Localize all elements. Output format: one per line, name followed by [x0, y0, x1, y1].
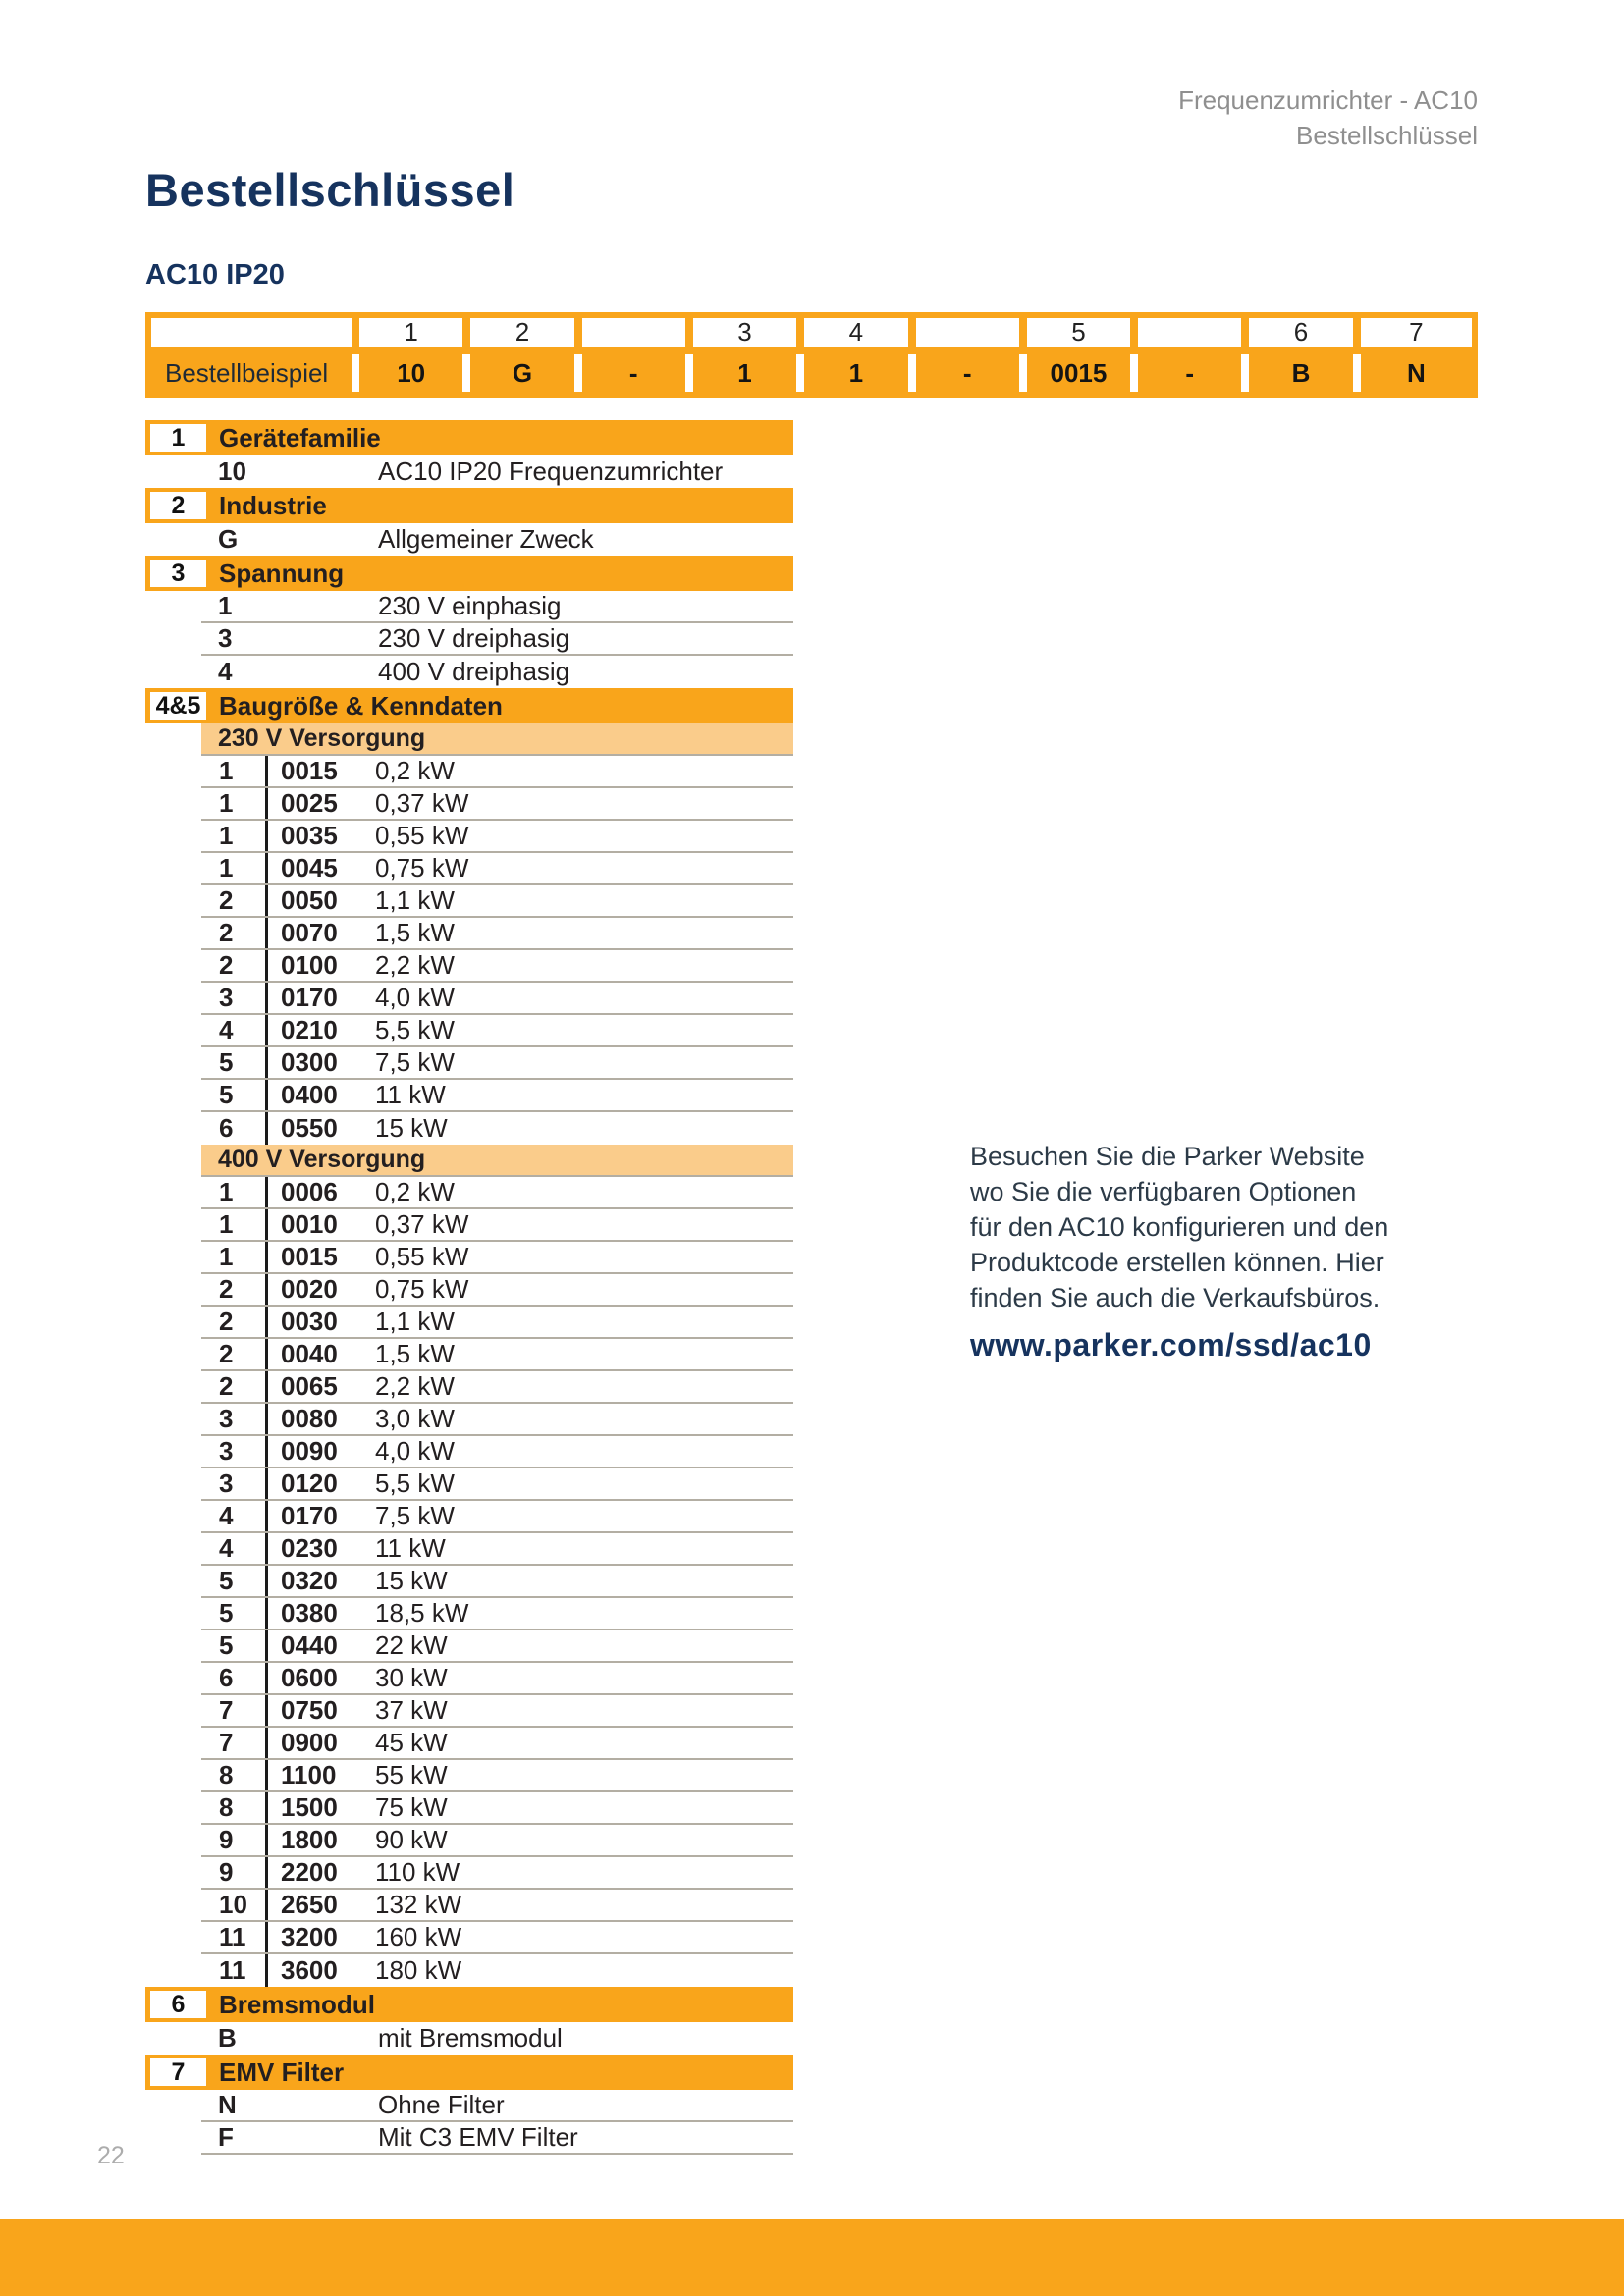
- frame-size: 2: [219, 950, 234, 980]
- rating-power: 11 kW: [375, 1080, 446, 1109]
- option-code: B: [218, 2023, 237, 2053]
- frame-size: 10: [219, 1890, 247, 1919]
- rating-row: [201, 1242, 793, 1274]
- example-value-cell: 10: [359, 354, 470, 392]
- rating-power: 90 kW: [375, 1825, 448, 1854]
- rating-code: 0400: [265, 1080, 375, 1110]
- section-title: EMV Filter: [219, 2056, 345, 2087]
- rating-power: 75 kW: [375, 1792, 448, 1822]
- option-row: [201, 2022, 793, 2055]
- rating-row: [201, 1825, 793, 1857]
- rating-code: 1100: [265, 1760, 375, 1790]
- rating-row: [201, 1760, 793, 1792]
- frame-size: 7: [219, 1728, 234, 1757]
- rating-row: [201, 1404, 793, 1436]
- frame-size: 2: [219, 1274, 234, 1304]
- rating-power: 4,0 kW: [375, 983, 455, 1012]
- rating-power: 15 kW: [375, 1566, 448, 1595]
- option-description: 230 V dreiphasig: [378, 623, 570, 653]
- position-cell: [1138, 318, 1249, 354]
- section-header: [145, 556, 793, 591]
- frame-size: 4: [219, 1015, 234, 1044]
- rating-code: 0015: [265, 1242, 375, 1272]
- website-note: [970, 1139, 1432, 1315]
- rating-row: [201, 1177, 793, 1209]
- frame-size: 5: [219, 1630, 234, 1660]
- frame-size: 2: [219, 918, 234, 947]
- rating-code: 0065: [265, 1371, 375, 1402]
- rating-row: [201, 1307, 793, 1339]
- rows-group: [145, 455, 793, 488]
- note-line: Besuchen Sie die Parker Website: [970, 1142, 1365, 1171]
- rating-power: 45 kW: [375, 1728, 448, 1757]
- rating-row: [201, 1501, 793, 1533]
- section-number: 3: [150, 560, 206, 587]
- rating-row: [201, 1890, 793, 1922]
- footer-bar: [0, 2219, 1624, 2296]
- running-header-product: Frequenzumrichter - AC10: [1178, 85, 1478, 115]
- rating-row: [201, 950, 793, 983]
- product-subtitle: AC10 IP20: [145, 259, 285, 291]
- frame-size: 3: [219, 983, 234, 1012]
- rating-code: 0045: [265, 853, 375, 883]
- option-code: 1: [218, 591, 233, 620]
- rating-code: 0006: [265, 1177, 375, 1207]
- rating-row: [201, 821, 793, 853]
- rating-row: [201, 1566, 793, 1598]
- frame-size: 4: [219, 1501, 234, 1530]
- frame-size: 1: [219, 788, 234, 818]
- option-description: Mit C3 EMV Filter: [378, 2122, 578, 2152]
- rating-code: 0320: [265, 1566, 375, 1596]
- rating-code: 0230: [265, 1533, 375, 1564]
- option-row: [201, 591, 793, 623]
- frame-size: 11: [219, 1955, 246, 1985]
- frame-size: 2: [219, 1339, 234, 1368]
- rating-code: 0210: [265, 1015, 375, 1045]
- order-example-table: [145, 312, 1478, 398]
- rating-code: 0040: [265, 1339, 375, 1369]
- rating-power: 132 kW: [375, 1890, 462, 1919]
- frame-size: 2: [219, 1371, 234, 1401]
- rating-power: 2,2 kW: [375, 950, 455, 980]
- frame-size: 8: [219, 1792, 234, 1822]
- rating-code: 1800: [265, 1825, 375, 1855]
- rating-power: 0,75 kW: [375, 1274, 469, 1304]
- frame-size: 5: [219, 1598, 234, 1628]
- frame-size: 4: [219, 1533, 234, 1563]
- rating-row: [201, 1533, 793, 1566]
- option-code: N: [218, 2090, 237, 2119]
- rating-power: 37 kW: [375, 1695, 448, 1725]
- option-description: AC10 IP20 Frequenzumrichter: [378, 456, 724, 486]
- frame-size: 2: [219, 1307, 234, 1336]
- option-code: F: [218, 2122, 234, 2152]
- position-cell: 5: [1027, 318, 1138, 354]
- rating-row: [201, 1015, 793, 1047]
- rating-row: [201, 1047, 793, 1080]
- page-title: Bestellschlüssel: [145, 164, 515, 216]
- section-number: 7: [150, 2058, 206, 2086]
- option-row: [201, 623, 793, 656]
- rating-row: [201, 1728, 793, 1760]
- website-url[interactable]: www.parker.com/ssd/ac10: [970, 1327, 1372, 1362]
- rating-row: [201, 1112, 793, 1145]
- section-title: Gerätefamilie: [219, 422, 381, 453]
- example-value-cell: -: [1138, 354, 1249, 392]
- rating-power: 11 kW: [375, 1533, 446, 1563]
- example-value-cell: B: [1249, 354, 1360, 392]
- rating-row: [201, 1630, 793, 1663]
- frame-size: 3: [219, 1436, 234, 1466]
- frame-size: 5: [219, 1047, 234, 1077]
- rating-power: 22 kW: [375, 1630, 448, 1660]
- frame-size: 1: [219, 853, 234, 882]
- rating-power: 1,5 kW: [375, 918, 455, 947]
- supply-subheader: 400 V Versorgung: [201, 1145, 793, 1177]
- rating-power: 5,5 kW: [375, 1015, 455, 1044]
- rating-code: 0440: [265, 1630, 375, 1661]
- section-number: 4&5: [150, 692, 206, 720]
- rating-row: [201, 788, 793, 821]
- note-line: Produktcode erstellen können. Hier: [970, 1248, 1384, 1277]
- rating-code: 3200: [265, 1922, 375, 1952]
- option-description: Ohne Filter: [378, 2090, 505, 2119]
- rating-power: 0,2 kW: [375, 756, 455, 785]
- rating-row: [201, 983, 793, 1015]
- position-cell: 4: [804, 318, 915, 354]
- rating-power: 0,55 kW: [375, 1242, 469, 1271]
- rating-code: 0030: [265, 1307, 375, 1337]
- rating-power: 7,5 kW: [375, 1501, 455, 1530]
- rating-power: 5,5 kW: [375, 1468, 455, 1498]
- frame-size: 3: [219, 1404, 234, 1433]
- section-title: Baugröße & Kenndaten: [219, 690, 503, 721]
- running-header: [1178, 82, 1478, 153]
- option-description: 230 V einphasig: [378, 591, 562, 620]
- section-header: [145, 688, 793, 723]
- example-value-cell: 0015: [1027, 354, 1138, 392]
- rating-power: 1,1 kW: [375, 1307, 455, 1336]
- option-row: [201, 656, 793, 688]
- position-cell: 2: [470, 318, 581, 354]
- example-value-cell: -: [916, 354, 1027, 392]
- position-cell: 3: [693, 318, 804, 354]
- frame-size: 3: [219, 1468, 234, 1498]
- rating-power: 18,5 kW: [375, 1598, 469, 1628]
- rating-code: 0170: [265, 983, 375, 1013]
- section-title: Spannung: [219, 558, 345, 588]
- frame-size: 11: [219, 1922, 246, 1951]
- example-value-cell: N: [1361, 354, 1472, 392]
- rating-power: 0,37 kW: [375, 1209, 469, 1239]
- rating-power: 110 kW: [375, 1857, 460, 1887]
- note-line: wo Sie die verfügbaren Optionen: [970, 1177, 1357, 1206]
- rating-power: 7,5 kW: [375, 1047, 455, 1077]
- example-value-cell: 1: [804, 354, 915, 392]
- rating-code: 0380: [265, 1598, 375, 1629]
- frame-size: 6: [219, 1663, 234, 1692]
- rating-code: 0600: [265, 1663, 375, 1693]
- rating-row: [201, 756, 793, 788]
- rows-group: [145, 2090, 793, 2155]
- frame-size: 9: [219, 1825, 234, 1854]
- rating-row: [201, 1857, 793, 1890]
- rating-power: 180 kW: [375, 1955, 462, 1985]
- option-code: 3: [218, 623, 233, 653]
- note-line: für den AC10 konfigurieren und den: [970, 1212, 1389, 1242]
- rating-code: 0750: [265, 1695, 375, 1726]
- rating-row: [201, 1274, 793, 1307]
- rating-code: 0020: [265, 1274, 375, 1305]
- rating-code: 0100: [265, 950, 375, 981]
- rating-code: 2200: [265, 1857, 375, 1888]
- rating-code: 0035: [265, 821, 375, 851]
- option-row: [201, 523, 793, 556]
- option-row: [201, 2122, 793, 2155]
- note-line: finden Sie auch die Verkaufsbüros.: [970, 1283, 1380, 1312]
- option-code: G: [218, 524, 239, 554]
- rating-code: 0070: [265, 918, 375, 948]
- position-cell: 7: [1361, 318, 1472, 354]
- rating-power: 30 kW: [375, 1663, 448, 1692]
- rating-row: [201, 1080, 793, 1112]
- section-header: [145, 1987, 793, 2022]
- frame-size: 9: [219, 1857, 234, 1887]
- option-description: Allgemeiner Zweck: [378, 524, 594, 554]
- rating-power: 0,2 kW: [375, 1177, 455, 1206]
- position-cell: 6: [1249, 318, 1360, 354]
- rating-row: [201, 1209, 793, 1242]
- example-value-cell: -: [582, 354, 693, 392]
- rating-row: [201, 1436, 793, 1468]
- rating-power: 0,37 kW: [375, 788, 469, 818]
- option-row: [201, 455, 793, 488]
- section-number: 6: [150, 1991, 206, 2018]
- frame-size: 6: [219, 1113, 234, 1143]
- rows-group: [145, 523, 793, 556]
- rating-code: 0550: [265, 1112, 375, 1145]
- rating-power: 0,75 kW: [375, 853, 469, 882]
- option-description: 400 V dreiphasig: [378, 657, 570, 686]
- page-number: 22: [97, 2142, 125, 2169]
- section-number: 2: [150, 492, 206, 519]
- rows-group: [145, 756, 793, 1145]
- rating-code: 3600: [265, 1954, 375, 1987]
- rating-row: [201, 918, 793, 950]
- section-header: [145, 420, 793, 455]
- rating-row: [201, 1339, 793, 1371]
- rating-code: 0120: [265, 1468, 375, 1499]
- rating-row: [201, 1922, 793, 1954]
- rating-row: [201, 885, 793, 918]
- rating-code: 0300: [265, 1047, 375, 1078]
- rating-row: [201, 1954, 793, 1987]
- rating-row: [201, 1468, 793, 1501]
- rating-power: 160 kW: [375, 1922, 462, 1951]
- section-number: 1: [150, 424, 206, 452]
- rating-code: 2650: [265, 1890, 375, 1920]
- rating-code: 0050: [265, 885, 375, 916]
- example-value-cell: G: [470, 354, 581, 392]
- rows-group: [145, 2022, 793, 2055]
- rating-power: 3,0 kW: [375, 1404, 455, 1433]
- example-row-label: Bestellbeispiel: [151, 354, 359, 392]
- section-header: [145, 2055, 793, 2090]
- frame-size: 5: [219, 1080, 234, 1109]
- rating-code: 0010: [265, 1209, 375, 1240]
- position-cell: [582, 318, 693, 354]
- rating-power: 2,2 kW: [375, 1371, 455, 1401]
- rating-power: 1,1 kW: [375, 885, 455, 915]
- rating-code: 0025: [265, 788, 375, 819]
- option-code: 10: [218, 456, 246, 486]
- option-code: 4: [218, 657, 233, 686]
- option-description: mit Bremsmodul: [378, 2023, 563, 2053]
- rating-power: 0,55 kW: [375, 821, 469, 850]
- position-cell: [151, 318, 359, 354]
- rating-power: 1,5 kW: [375, 1339, 455, 1368]
- rating-row: [201, 1598, 793, 1630]
- rating-code: 1500: [265, 1792, 375, 1823]
- section-title: Bremsmodul: [219, 1989, 375, 2019]
- frame-size: 7: [219, 1695, 234, 1725]
- rating-row: [201, 1371, 793, 1404]
- frame-size: 1: [219, 756, 234, 785]
- section-title: Industrie: [219, 490, 327, 520]
- rating-code: 0015: [265, 756, 375, 786]
- rating-code: 0080: [265, 1404, 375, 1434]
- frame-size: 1: [219, 1209, 234, 1239]
- frame-size: 5: [219, 1566, 234, 1595]
- rating-row: [201, 1663, 793, 1695]
- frame-size: 1: [219, 1177, 234, 1206]
- frame-size: 1: [219, 821, 234, 850]
- position-cell: [916, 318, 1027, 354]
- running-header-chapter: Bestellschlüssel: [1296, 121, 1478, 150]
- section-header: [145, 488, 793, 523]
- order-key-sections: [145, 420, 793, 2155]
- rating-code: 0900: [265, 1728, 375, 1758]
- rows-group: [145, 1177, 793, 1987]
- frame-size: 8: [219, 1760, 234, 1789]
- frame-size: 2: [219, 885, 234, 915]
- rating-power: 55 kW: [375, 1760, 448, 1789]
- rows-group: [145, 591, 793, 688]
- rating-row: [201, 1695, 793, 1728]
- rating-row: [201, 1792, 793, 1825]
- option-row: [201, 2090, 793, 2122]
- example-value-cell: 1: [693, 354, 804, 392]
- rating-power: 15 kW: [375, 1113, 448, 1143]
- rating-code: 0090: [265, 1436, 375, 1467]
- rating-row: [201, 853, 793, 885]
- rating-power: 4,0 kW: [375, 1436, 455, 1466]
- frame-size: 1: [219, 1242, 234, 1271]
- supply-subheader: 230 V Versorgung: [201, 723, 793, 756]
- rating-code: 0170: [265, 1501, 375, 1531]
- position-cell: 1: [359, 318, 470, 354]
